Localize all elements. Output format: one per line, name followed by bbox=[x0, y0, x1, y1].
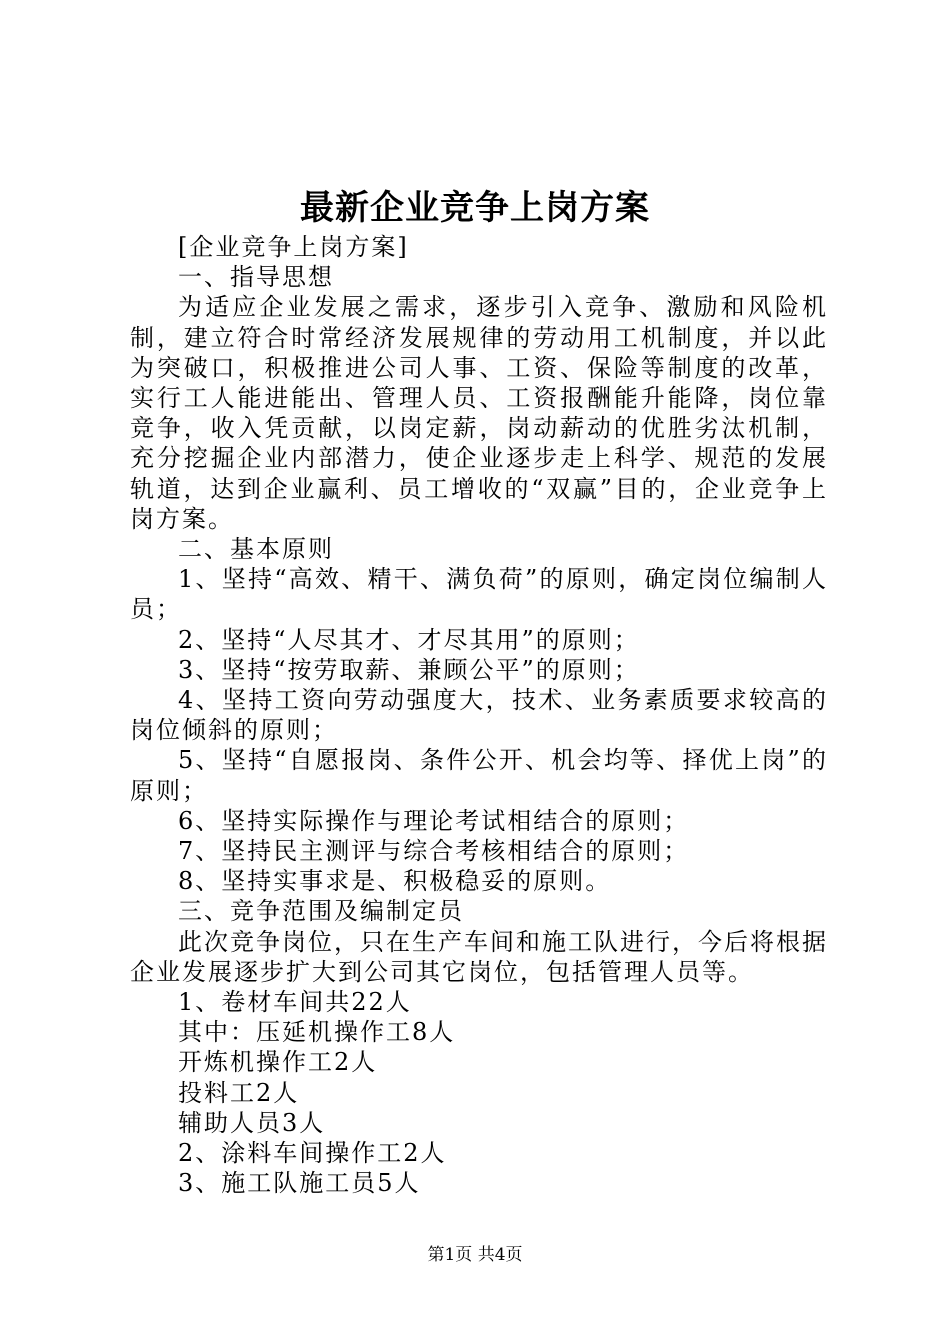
document-body bbox=[130, 232, 828, 1199]
list-item: 2、坚持“人尽其才、才尽其用”的原则； bbox=[178, 625, 640, 654]
section-heading: 二、基本原则 bbox=[178, 535, 334, 564]
list-item: 开炼机操作工2人 bbox=[178, 1048, 378, 1077]
list-item: 辅助人员3人 bbox=[178, 1108, 326, 1137]
section-heading: 一、指导思想 bbox=[178, 263, 334, 292]
list-item: 7、坚持民主测评与综合考核相结合的原则； bbox=[178, 837, 690, 866]
list-item: 1、坚持“高效、精干、满负荷”的原则，确定岗位编制人员； bbox=[130, 565, 828, 624]
list-item: 8、坚持实事求是、积极稳妥的原则。 bbox=[178, 867, 612, 896]
list-item: 其中：压延机操作工8人 bbox=[178, 1018, 456, 1047]
list-item: 5、坚持“自愿报岗、条件公开、机会均等、择优上岗”的原则； bbox=[130, 746, 828, 805]
list-item: 投料工2人 bbox=[178, 1078, 300, 1107]
list-item: 3、坚持“按劳取薪、兼顾公平”的原则； bbox=[178, 655, 640, 684]
page-footer: 第1页 共4页 bbox=[427, 1245, 523, 1265]
document-title: 最新企业竞争上岗方案 bbox=[300, 188, 650, 228]
list-item: 1、卷材车间共22人 bbox=[178, 988, 412, 1017]
list-item: 2、涂料车间操作工2人 bbox=[178, 1139, 447, 1168]
paragraph: 为适应企业发展之需求，逐步引入竞争、激励和风险机制，建立符合时常经济发展规律的劳动用工机制度，并以此为突破口，积极推进公司人事、工资、保险等制度的改革，实行工人能进能出、管理人员、工资报酬能升能降，岗位靠竞争，收入凭贡献，以岗定薪，岗动薪动的优胜劣汰机制，充分挖掘企业内部潜力，使企业逐步走上科学、规范的发展轨道，达到企业赢利、员工增收的“双赢”目的，企业竞争上岗方案。 bbox=[130, 293, 828, 533]
paragraph: [企业竞争上岗方案] bbox=[178, 233, 409, 261]
list-item: 3、施工队施工员5人 bbox=[178, 1169, 421, 1198]
section-heading: 三、竞争范围及编制定员 bbox=[178, 897, 464, 926]
list-item: 4、坚持工资向劳动强度大，技术、业务素质要求较高的岗位倾斜的原则； bbox=[130, 686, 828, 745]
list-item: 6、坚持实际操作与理论考试相结合的原则； bbox=[178, 806, 690, 835]
paragraph: 此次竞争岗位，只在生产车间和施工队进行，今后将根据企业发展逐步扩大到公司其它岗位，包括管理人员等。 bbox=[130, 927, 828, 986]
